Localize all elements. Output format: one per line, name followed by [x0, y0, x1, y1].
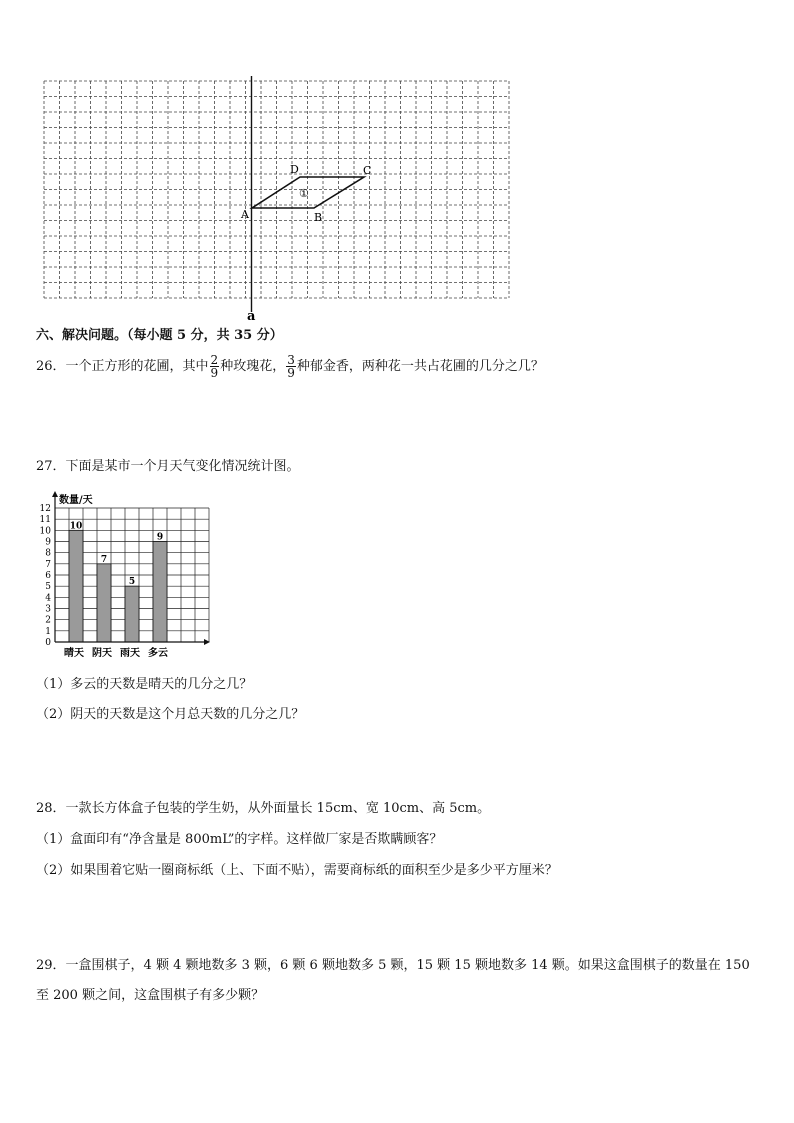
chart-y-tick-label: 10 [39, 526, 51, 537]
q26-prefix: 26．一个正方形的花圃，其中 [36, 359, 209, 374]
chart-data-label: 10 [69, 521, 83, 532]
section-heading: 六、解决问题。（每小题 5 分，共 35 分） [36, 328, 283, 343]
question-29-line1: 29．一盒围棋子，4 颗 4 颗地数多 3 颗，6 颗 6 颗地数多 5 颗，15 颗 15 颗地数多 14 颗。如果这盒围棋子的数量在 150 [36, 958, 750, 973]
vertex-label-d: D [290, 163, 299, 176]
question-28: 28．一款长方体盒子包装的学生奶，从外面量长 15cm、宽 10cm、高 5cm。 [36, 801, 491, 816]
axis-label-a: a [247, 309, 256, 322]
chart-y-tick-label: 5 [45, 582, 51, 593]
q28-sub1: （1）盒面印有“净含量是 800mL”的字样。这样做厂家是否欺瞒顾客？ [36, 832, 443, 847]
chart-y-tick-label: 12 [39, 504, 51, 514]
chart-x-tick-label: 多云 [148, 648, 168, 659]
chart-x-tick-label: 晴天 [64, 648, 84, 659]
q26-mid: 种玫瑰花， [220, 359, 286, 374]
q27-sub2: （2）阴天的天数是这个月总天数的几分之几？ [36, 707, 305, 722]
chart-x-labels [64, 646, 168, 659]
question-27: 27．下面是某市一个月天气变化情况统计图。 [36, 459, 300, 474]
chart-data-label: 5 [128, 577, 136, 588]
chart-y-tick-label: 2 [45, 615, 51, 626]
q27-sub1: （1）多云的天数是晴天的几分之几？ [36, 677, 253, 692]
chart-bar [125, 586, 139, 642]
chart-bar [69, 530, 83, 642]
weather-bar-chart [30, 490, 215, 662]
dashed-grid [44, 81, 509, 298]
vertex-label-a: A [241, 208, 249, 221]
q26-suffix: 种郁金香，两种花一共占花圃的几分之几？ [296, 359, 544, 374]
vertex-label-c: C [363, 164, 372, 177]
question-29-line2: 至 200 颗之间，这盒围棋子有多少颗？ [36, 988, 265, 1003]
grid-figure [36, 76, 516, 322]
vertex-label-b: B [314, 211, 323, 224]
chart-bar [153, 542, 167, 643]
chart-y-label: 数量/天 [59, 495, 93, 506]
fraction-2-9: $\frac{2}{9}$ [210, 353, 219, 380]
chart-y-tick-label: 0 [45, 638, 51, 648]
y-axis-arrow-icon [52, 491, 58, 497]
chart-y-tick-label: 3 [45, 604, 51, 615]
chart-y-tick-label: 7 [45, 559, 51, 570]
chart-y-ticks [40, 504, 52, 648]
chart-y-tick-label: 11 [39, 515, 51, 526]
chart-bars [69, 521, 167, 642]
chart-data-label: 9 [156, 532, 164, 543]
question-26 [36, 354, 544, 380]
chart-x-tick-label: 雨天 [120, 648, 140, 659]
chart-x-tick-label: 阴天 [92, 648, 112, 659]
chart-y-tick-label: 9 [45, 537, 51, 548]
chart-bar [97, 564, 111, 642]
q28-sub2: （2）如果围着它贴一圈商标纸（上、下面不贴），需要商标纸的面积至少是多少平方厘米？ [36, 863, 558, 878]
fraction-3-9: $\frac{3}{9}$ [287, 353, 295, 380]
chart-y-tick-label: 8 [45, 548, 51, 559]
chart-data-label: 7 [100, 554, 108, 565]
chart-y-tick-label: 4 [45, 593, 51, 604]
chart-y-tick-label: 1 [45, 626, 51, 637]
chart-y-tick-label: 6 [45, 571, 51, 581]
shape-label-1: ① [299, 187, 309, 200]
